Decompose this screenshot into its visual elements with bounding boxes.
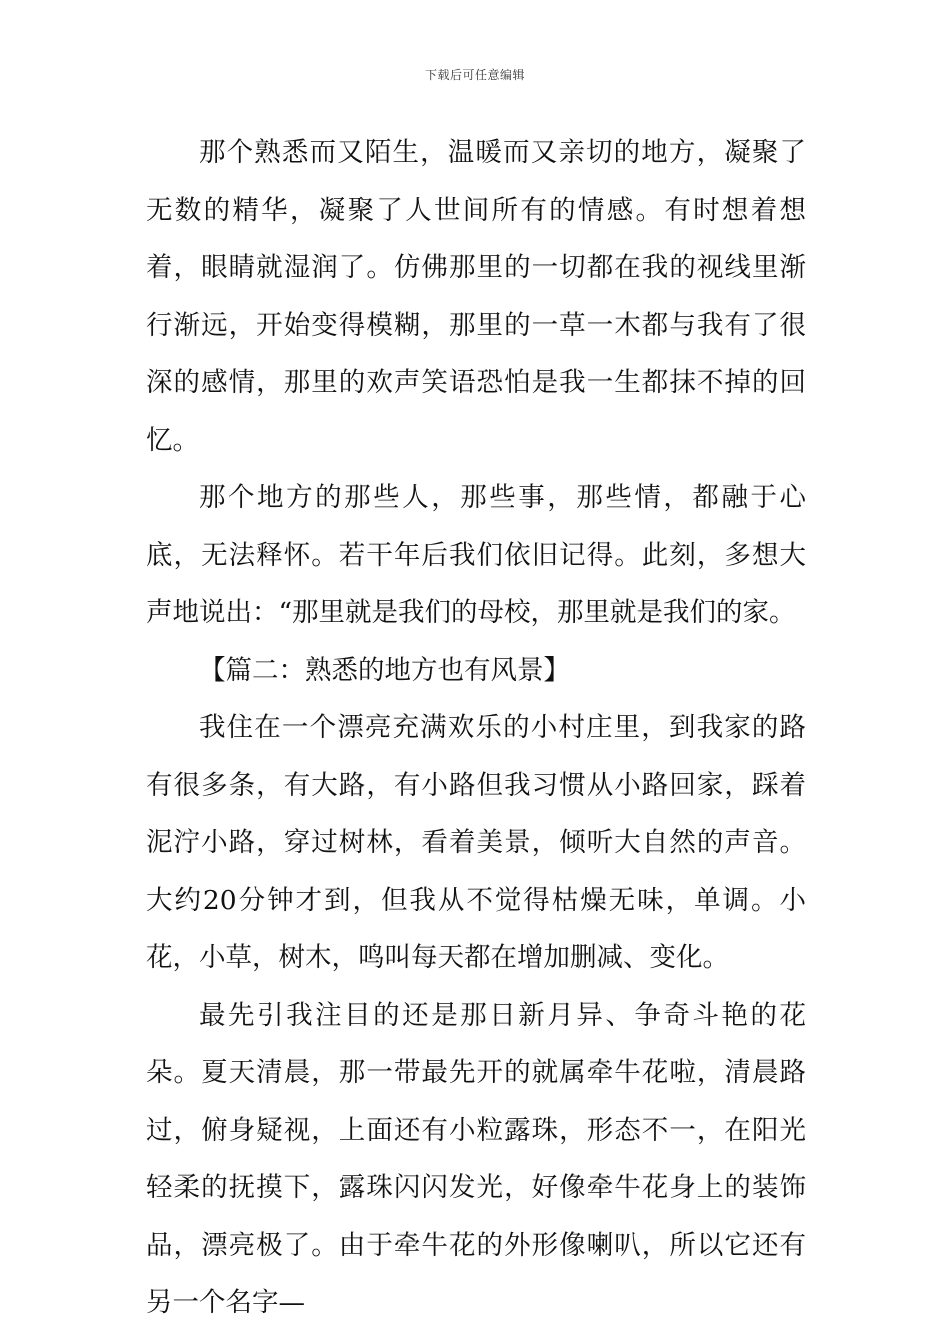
paragraph-2: 那个地方的那些人，那些事，那些情，都融于心底，无法释怀。若干年后我们依旧记得。此刻，多想大声地说出：“那里就是我们的母校，那里就是我们的家。 xyxy=(146,482,806,628)
paragraph-3: 我住在一个漂亮充满欢乐的小村庄里，到我家的路有很多条，有大路，有小路但我习惯从小路回家，踩着泥泞小路，穿过树林，看着美景，倾听大自然的声音。大约20分钟才到，但我从不觉得枯燥无味，单调。小花，小草，树木，鸣叫每天都在增加删减、变化。 xyxy=(146,712,806,973)
document-body xyxy=(146,124,806,1332)
paragraph-1: 那个熟悉而又陌生，温暖而又亲切的地方，凝聚了无数的精华，凝聚了人世间所有的情感。有时想着想着，眼睛就湿润了。仿佛那里的一切都在我的视线里渐行渐远，开始变得模糊，那里的一草一木都与我有了很深的感情，那里的欢声笑语恐怕是我一生都抹不掉的回忆。 xyxy=(146,137,806,456)
page-header-note: 下载后可任意编辑 xyxy=(424,68,525,82)
section-heading: 【篇二：熟悉的地方也有风景】 xyxy=(199,654,570,686)
paragraph-4: 最先引我注目的还是那日新月异、争奇斗艳的花朵。夏天清晨，那一带最先开的就属牵牛花啦，清晨路过，俯身疑视，上面还有小粒露珠，形态不一，在阳光轻柔的抚摸下，露珠闪闪发光，好像牵牛花身上的装饰品，漂亮极了。由于牵牛花的外形像喇叭，所以它还有另一个名字— xyxy=(146,999,806,1318)
